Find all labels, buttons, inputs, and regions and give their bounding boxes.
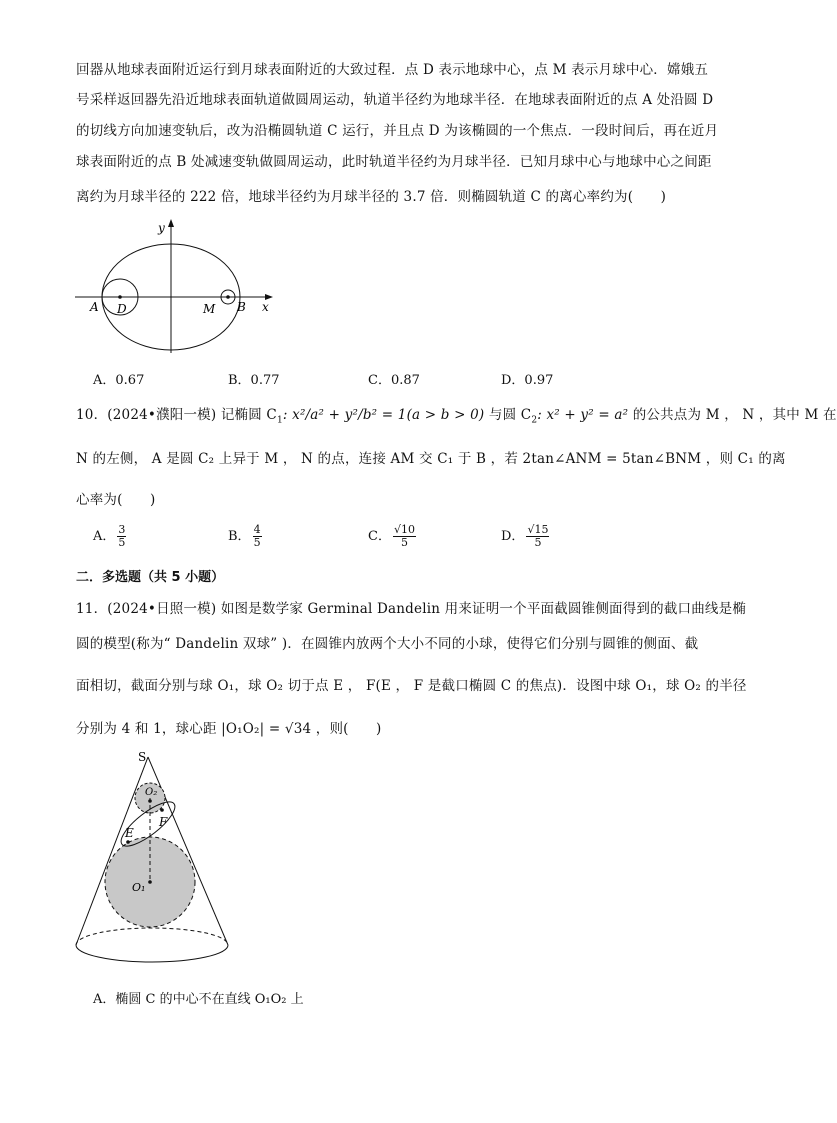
orbit-figure — [70, 215, 290, 360]
label-S: S — [138, 750, 147, 764]
q11-line-3: 面相切，截面分别与球 O₁，球 O₂ 切于点 E ， F(E ， F 是截口椭圆 C 的焦点)．设图中球 O₁，球 O₂ 的半径 — [76, 678, 747, 694]
q9-line-5: 离约为月球半径的 222 倍，地球半径约为月球半径的 3.7 倍．则椭圆轨道 C 的离心率约为( ) — [76, 189, 667, 205]
label-O1: O₁ — [132, 881, 146, 894]
q10-tail: 的公共点为 M ， N ，其中 M 在 — [632, 407, 837, 423]
circle-equation: : x² + y² = a² — [537, 407, 629, 423]
q11-line-1: 11．(2024•日照一模) 如图是数学家 Germinal Dandelin 用来证明一个平面截圆锥侧面得到的截口曲线是椭 — [76, 601, 747, 617]
q10-option-a: A． $\frac{3}{5}$ — [93, 523, 126, 549]
label-E: E — [125, 826, 134, 840]
q10-line-3: 心率为( ) — [76, 492, 156, 508]
section-heading: 二．多选题（共 5 小题） — [76, 570, 225, 585]
ellipse-equation: : x²/a² + y²/b² = 1(a > b > 0) — [282, 407, 485, 423]
q10-option-d: D． $\frac{√15}{5}$ — [501, 523, 549, 549]
q10-option-b: B． $\frac{4}{5}$ — [228, 523, 261, 549]
q11-option-a: A．椭圆 C 的中心不在直线 O₁O₂ 上 — [93, 992, 304, 1007]
q9-option-c: C．0.87 — [368, 373, 420, 388]
cone-base-front — [76, 945, 228, 962]
q10-line-1: 10．(2024•濮阳一模) 记椭圆 $C_1$: x²/a² + y²/b² = 1(a > b > 0) 与圆 $C_2$: x² + y² = a² 的公共点为 M ， N ，其中 M 在 — [76, 407, 837, 426]
q9-line-1: 回器从地球表面附近运行到月球表面附近的大致过程．点 D 表示地球中心，点 M 表示月球中心．嫦娥五 — [76, 62, 709, 78]
label-D: D — [117, 302, 127, 316]
label-B: B — [237, 300, 246, 314]
q9-line-4: 球表面附近的点 B 处减速变轨做圆周运动，此时轨道半径约为月球半径．已知月球中心与地球中心之间距 — [76, 154, 712, 170]
label-O2: O₂ — [145, 787, 158, 798]
q9-line-3: 的切线方向加速变轨后，改为沿椭圆轨道 C 运行，并且点 D 为该椭圆的一个焦点．一段时间后，再在近月 — [76, 123, 719, 139]
point-F — [160, 808, 164, 812]
q10-prefix: 10．(2024•濮阳一模) 记椭圆 C — [76, 407, 277, 423]
q9-option-b: B．0.77 — [228, 373, 280, 388]
q11-line-2: 圆的模型(称为“ Dandelin 双球” )．在圆锥内放两个大小不同的小球，使得它们分别与圆锥的侧面、截 — [76, 636, 699, 652]
label-M: M — [203, 302, 216, 316]
label-x: x — [262, 300, 269, 314]
q9-line-2: 号采样返回器先沿近地球表面轨道做圆周运动，轨道半径约为地球半径．在地球表面附近的点 A 处沿圆 D — [76, 92, 714, 108]
label-F: F — [159, 815, 168, 829]
point-D — [118, 295, 122, 299]
point-M — [226, 295, 230, 299]
point-O1 — [148, 880, 152, 884]
q9-option-d: D．0.97 — [501, 373, 554, 388]
y-axis-arrow — [168, 219, 174, 227]
q10-option-c: C． $\frac{√10}{5}$ — [368, 523, 415, 549]
cone-base-back — [76, 928, 228, 945]
q10-line-2: N 的左侧， A 是圆 C₂ 上异于 M ， N 的点，连接 AM 交 C₁ 于 B ，若 2tan∠ANM = 5tan∠BNM ，则 C₁ 的离 — [76, 451, 786, 467]
q9-option-a: A．0.67 — [93, 373, 145, 388]
q11-line-4: 分别为 4 和 1，球心距 |O₁O₂| = √34 ，则( ) — [76, 721, 382, 737]
label-A: A — [90, 300, 99, 314]
label-y: y — [158, 221, 165, 235]
point-O2 — [148, 799, 152, 803]
q10-mid: 与圆 C — [488, 407, 532, 423]
dandelin-figure — [70, 745, 240, 975]
point-E — [126, 840, 130, 844]
